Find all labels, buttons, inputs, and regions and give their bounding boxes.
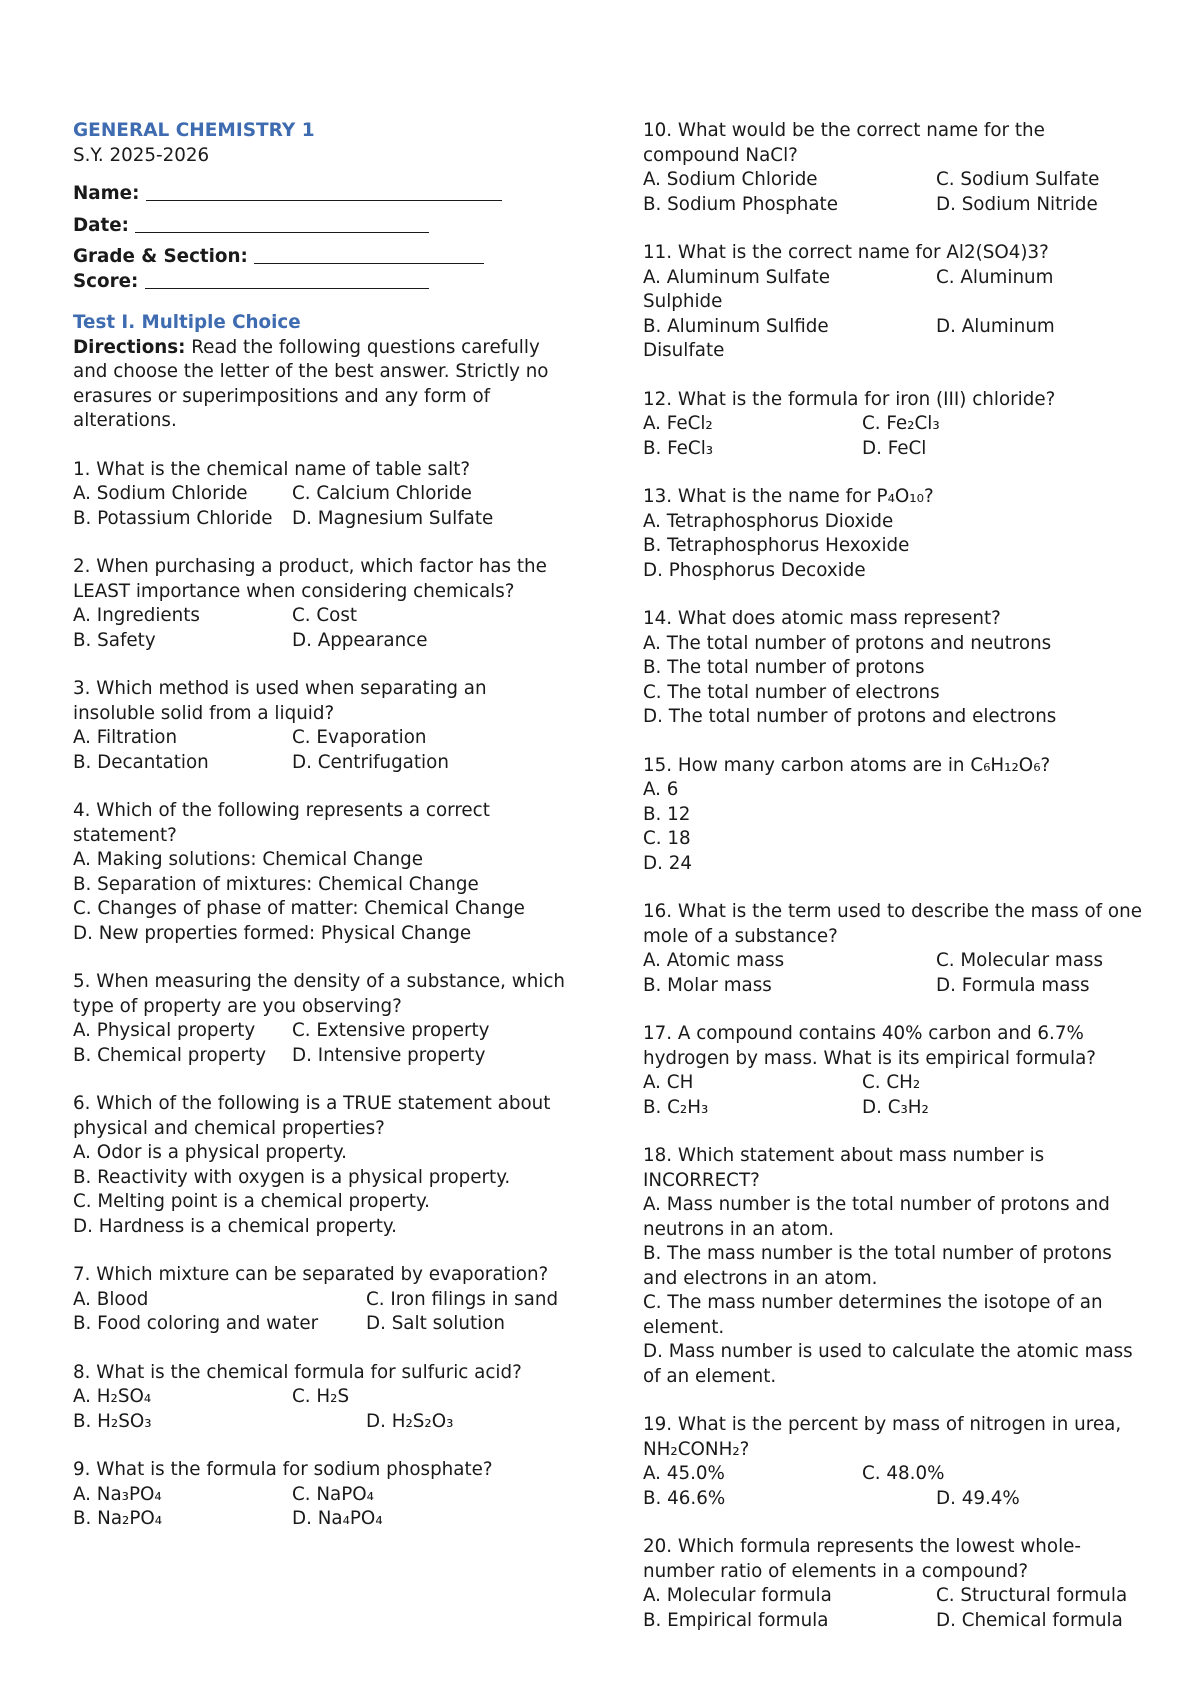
test-title: Test I. Multiple Choice: [73, 312, 301, 333]
choice-d[interactable]: D. Appearance: [292, 629, 428, 651]
choice-b[interactable]: B. FeCl₃: [643, 437, 714, 459]
choice-c[interactable]: C. 48.0%: [862, 1463, 945, 1484]
choice-b[interactable]: B. Potassium Chloride: [73, 507, 273, 529]
choice-c[interactable]: C. Fe₂Cl₃: [862, 413, 940, 434]
choice-d-continued: Disulfate: [643, 340, 725, 361]
question-11: [643, 241, 1143, 364]
choice-d[interactable]: D. Intensive property: [292, 1044, 486, 1066]
choice-c[interactable]: C. Calcium Chloride: [292, 483, 472, 504]
choice-b[interactable]: B. Aluminum Sulfide: [643, 315, 829, 337]
choice-c[interactable]: C. Extensive property: [292, 1020, 490, 1041]
question-stem: 18. Which statement about mass number is INCORRECT?: [643, 1145, 1045, 1191]
choice-a[interactable]: A. Aluminum Sulfate: [643, 266, 830, 288]
grade-section-label: Grade & Section:: [73, 246, 248, 267]
left-column: [73, 119, 573, 1556]
choice-b[interactable]: B. The mass number is the total number of protons and electrons in an atom.: [643, 1243, 1112, 1289]
choice-a[interactable]: A. FeCl₂: [643, 413, 713, 434]
question-stem: 13. What is the name for P₄O₁₀?: [643, 486, 934, 507]
name-field: [73, 182, 573, 207]
choice-b[interactable]: B. Chemical property: [73, 1044, 267, 1066]
question-stem: 16. What is the term used to describe the mass of one mole of a substance?: [643, 901, 1142, 947]
choice-d[interactable]: D. FeCl: [862, 437, 927, 459]
choice-b[interactable]: B. Molar mass: [643, 974, 772, 996]
choice-b[interactable]: B. 46.6%: [643, 1487, 726, 1509]
choice-c[interactable]: C. H₂S: [292, 1386, 350, 1407]
date-blank[interactable]: [135, 214, 429, 233]
question-12: [643, 388, 1143, 462]
choice-b[interactable]: B. Decantation: [73, 751, 209, 773]
choice-b[interactable]: B. Safety: [73, 629, 156, 651]
choice-c[interactable]: C. Changes of phase of matter: Chemical Change: [73, 898, 525, 919]
choice-d[interactable]: D. Mass number is used to calculate the atomic mass of an element.: [643, 1341, 1133, 1387]
choice-d[interactable]: D. Formula mass: [936, 974, 1090, 996]
subject-title: GENERAL CHEMISTRY 1: [73, 120, 315, 141]
question-1: [73, 458, 573, 532]
question-stem: 4. Which of the following represents a correct statement?: [73, 800, 490, 846]
score-field: [73, 270, 573, 295]
choice-b[interactable]: B. Sodium Phosphate: [643, 193, 838, 215]
question-3: [73, 677, 573, 775]
choice-a[interactable]: A. Odor is a physical property.: [73, 1142, 347, 1163]
question-stem: 19. What is the percent by mass of nitrogen in urea, NH₂CONH₂?: [643, 1414, 1122, 1460]
choice-b[interactable]: B. Food coloring and water: [73, 1313, 319, 1334]
directions-label: Directions:: [73, 336, 186, 358]
question-20: [643, 1535, 1143, 1633]
choice-d[interactable]: D. C₃H₂: [862, 1096, 929, 1118]
question-8: [73, 1361, 573, 1435]
choice-a[interactable]: A. Na₃PO₄: [73, 1483, 162, 1505]
question-16: [643, 900, 1143, 998]
question-5: [73, 970, 573, 1068]
directions-text: Read the following questions carefully and choose the letter of the best answer. Strictly no erasures or superimpositions and any form of alterations.: [73, 336, 549, 431]
choice-a[interactable]: A. Ingredients: [73, 605, 200, 626]
name-label: Name:: [73, 183, 140, 204]
question-stem: 10. What would be the correct name for the compound NaCl?: [643, 120, 1045, 166]
question-stem: 11. What is the correct name for Al2(SO4)3?: [643, 242, 1049, 263]
question-stem: 14. What does atomic mass represent?: [643, 608, 1001, 629]
question-stem: 12. What is the formula for iron (III) chloride?: [643, 388, 1056, 410]
question-stem: 17. A compound contains 40% carbon and 6.7% hydrogen by mass. What is its empirical formula?: [643, 1023, 1096, 1069]
choice-a[interactable]: A. Tetraphosphorus Dioxide: [643, 510, 894, 532]
question-stem: 3. Which method is used when separating an insoluble solid from a liquid?: [73, 678, 487, 724]
grade-section-field: [73, 245, 573, 270]
question-stem: 1. What is the chemical name of table salt?: [73, 458, 471, 480]
choice-a[interactable]: A. Atomic mass: [643, 950, 785, 971]
question-18: [643, 1144, 1143, 1389]
choice-d[interactable]: D. Aluminum: [936, 315, 1055, 337]
right-column: [643, 119, 1143, 1657]
question-7: [73, 1263, 573, 1337]
question-stem: 15. How many carbon atoms are in C₆H₁₂O₆?: [643, 754, 1051, 776]
date-field: [73, 214, 573, 239]
choice-a[interactable]: A. Filtration: [73, 727, 178, 748]
choice-a[interactable]: A. Sodium Chloride: [643, 169, 818, 190]
choice-b[interactable]: B. Reactivity with oxygen is a physical property.: [73, 1166, 511, 1188]
question-2: [73, 555, 573, 653]
score-label: Score:: [73, 270, 139, 292]
question-13: [643, 485, 1143, 583]
question-stem: 7. Which mixture can be separated by evaporation?: [73, 1264, 549, 1285]
choice-b[interactable]: B. 12: [643, 803, 691, 825]
choice-d[interactable]: D. Salt solution: [366, 1313, 505, 1334]
question-6: [73, 1092, 573, 1239]
choice-a[interactable]: A. H₂SO₄: [73, 1386, 152, 1407]
choice-d[interactable]: D. Sodium Nitride: [936, 193, 1098, 215]
choice-a[interactable]: A. 6: [643, 779, 679, 800]
question-14: [643, 607, 1143, 730]
date-label: Date:: [73, 214, 129, 236]
choice-b[interactable]: B. Empirical formula: [643, 1609, 829, 1631]
question-10: [643, 119, 1143, 217]
question-stem: 20. Which formula represents the lowest whole-number ratio of elements in a compound?: [643, 1536, 1081, 1582]
choice-a[interactable]: A. Blood: [73, 1288, 149, 1310]
choice-c[interactable]: C. Molecular mass: [936, 950, 1103, 971]
name-blank[interactable]: [146, 182, 502, 201]
choice-d[interactable]: D. Centrifugation: [292, 751, 449, 773]
choice-a[interactable]: A. Molecular formula: [643, 1585, 832, 1606]
choice-b[interactable]: B. Na₂PO₄: [73, 1508, 163, 1529]
choice-c[interactable]: C. CH₂: [862, 1072, 921, 1093]
grade-section-blank[interactable]: [254, 245, 484, 264]
choice-c[interactable]: C. The mass number determines the isotope of an element.: [643, 1292, 1103, 1338]
choice-d[interactable]: D. Na₄PO₄: [292, 1508, 383, 1529]
question-stem: 9. What is the formula for sodium phosphate?: [73, 1459, 493, 1480]
choice-c-continued: Sulphide: [643, 291, 723, 312]
choice-d[interactable]: D. 49.4%: [936, 1487, 1020, 1509]
choice-d[interactable]: D. Chemical formula: [936, 1609, 1123, 1631]
choice-c[interactable]: C. Aluminum: [936, 266, 1054, 288]
choice-d[interactable]: D. The total number of protons and electrons: [643, 706, 1057, 727]
choice-d[interactable]: D. H₂S₂O₃: [366, 1410, 454, 1432]
choice-c[interactable]: C. Sodium Sulfate: [936, 169, 1100, 190]
question-15: [643, 754, 1143, 877]
score-blank[interactable]: [145, 270, 429, 289]
choice-b[interactable]: B. C₂H₃: [643, 1096, 709, 1118]
choice-a[interactable]: A. 45.0%: [643, 1463, 725, 1484]
choice-a[interactable]: A. The total number of protons and neutrons: [643, 632, 1052, 654]
choice-c[interactable]: C. 18: [643, 828, 691, 849]
question-stem: 2. When purchasing a product, which factor has the LEAST importance when considering chemicals?: [73, 556, 547, 602]
choice-b[interactable]: B. H₂SO₃: [73, 1410, 152, 1432]
choice-a[interactable]: A. Sodium Chloride: [73, 483, 248, 504]
choice-b[interactable]: B. Tetraphosphorus Hexoxide: [643, 535, 910, 556]
question-4: [73, 799, 573, 946]
question-stem: 5. When measuring the density of a substance, which type of property are you observing?: [73, 971, 565, 1017]
choice-d[interactable]: D. Hardness is a chemical property.: [73, 1215, 397, 1237]
choice-c[interactable]: C. Evaporation: [292, 727, 427, 748]
choice-b[interactable]: B. The total number of protons: [643, 657, 925, 678]
choice-c[interactable]: C. Structural formula: [936, 1585, 1128, 1606]
choice-d[interactable]: D. 24: [643, 852, 692, 874]
directions: [73, 336, 573, 434]
choice-c[interactable]: C. Iron filings in sand: [366, 1288, 559, 1310]
choice-c[interactable]: C. Cost: [292, 605, 358, 626]
choice-a[interactable]: A. Physical property: [73, 1020, 256, 1041]
question-9: [73, 1458, 573, 1532]
choice-a[interactable]: A. Mass number is the total number of protons and neutrons in an atom.: [643, 1194, 1110, 1240]
choice-d[interactable]: D. Magnesium Sulfate: [292, 507, 494, 529]
choice-c[interactable]: C. Melting point is a chemical property.: [73, 1191, 430, 1212]
choice-c[interactable]: C. NaPO₄: [292, 1483, 375, 1505]
question-19: [643, 1413, 1143, 1511]
choice-a[interactable]: A. Making solutions: Chemical Change: [73, 849, 423, 870]
question-stem: 8. What is the chemical formula for sulfuric acid?: [73, 1361, 522, 1383]
choice-c[interactable]: C. The total number of electrons: [643, 681, 940, 703]
choice-a[interactable]: A. CH: [643, 1072, 694, 1093]
school-year: S.Y. 2025-2026: [73, 144, 210, 166]
choice-d[interactable]: D. New properties formed: Physical Change: [73, 922, 472, 944]
choice-b[interactable]: B. Separation of mixtures: Chemical Change: [73, 873, 479, 895]
question-stem: 6. Which of the following is a TRUE statement about physical and chemical properties?: [73, 1093, 551, 1139]
question-17: [643, 1022, 1143, 1120]
choice-d[interactable]: D. Phosphorus Decoxide: [643, 559, 866, 581]
